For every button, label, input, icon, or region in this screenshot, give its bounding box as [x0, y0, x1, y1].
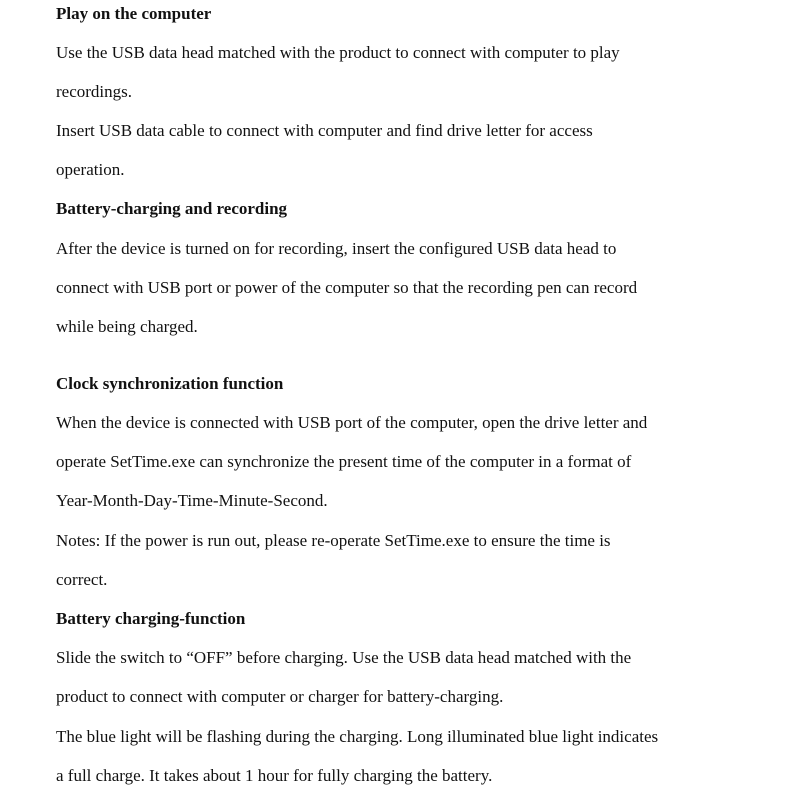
- paragraph-line: After the device is turned on for recording, insert the configured USB data head to: [56, 239, 617, 258]
- section-heading-battery-charging-function: Battery charging-function: [56, 609, 246, 628]
- section-heading-play-on-computer: Play on the computer: [56, 4, 212, 23]
- paragraph-line: Slide the switch to “OFF” before charging. Use the USB data head matched with the: [56, 648, 632, 667]
- paragraph-line: correct.: [56, 570, 108, 589]
- paragraph-line: When the device is connected with USB port of the computer, open the drive letter and: [56, 413, 648, 432]
- section-heading-battery-charging-recording: Battery-charging and recording: [56, 199, 288, 218]
- paragraph-line: operation.: [56, 160, 125, 179]
- paragraph-line: product to connect with computer or charger for battery-charging.: [56, 687, 504, 706]
- paragraph-line: Notes: If the power is run out, please re-operate SetTime.exe to ensure the time is: [56, 531, 611, 550]
- section-heading-clock-sync: Clock synchronization function: [56, 374, 284, 393]
- paragraph-line: Use the USB data head matched with the product to connect with computer to play: [56, 43, 620, 62]
- paragraph-line: recordings.: [56, 82, 133, 101]
- paragraph-line: connect with USB port or power of the computer so that the recording pen can record: [56, 278, 638, 297]
- paragraph-line: Insert USB data cable to connect with computer and find drive letter for access: [56, 121, 593, 140]
- paragraph-line: Year-Month-Day-Time-Minute-Second.: [56, 491, 328, 510]
- paragraph-line: a full charge. It takes about 1 hour for fully charging the battery.: [56, 766, 493, 785]
- paragraph-line: The blue light will be flashing during the charging. Long illuminated blue light indicates: [56, 727, 659, 746]
- paragraph-line: while being charged.: [56, 317, 198, 336]
- paragraph-line: operate SetTime.exe can synchronize the present time of the computer in a format of: [56, 452, 632, 471]
